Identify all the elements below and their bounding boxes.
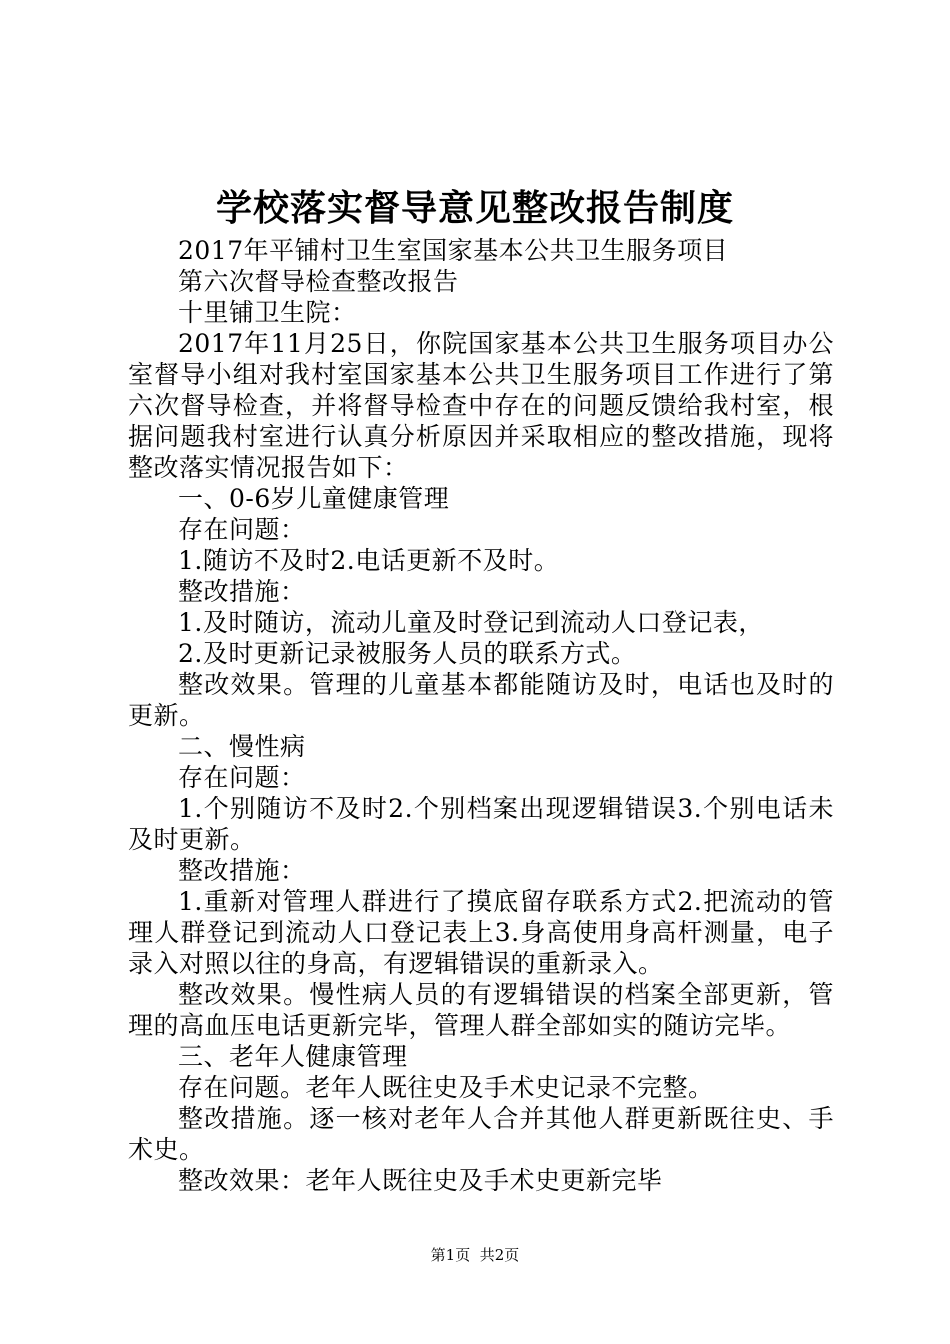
paragraph: 存在问题： [178,515,306,544]
page-number: 第1页 [430,1246,471,1264]
paragraph: 1.及时随访，流动儿童及时登记到流动人口登记表， [178,608,764,637]
paragraph: 1.重新对管理人群进行了摸底留存联系方式2.把流动的管理人群登记到流动人口登记表上3.身高使用身高杆测量，电子录入对照以往的身高，有逻辑错误的重新录入。 [128,887,834,978]
paragraph: 1.随访不及时2.电话更新不及时。 [178,546,560,575]
section-heading: 一、0-6岁儿童健康管理 [178,484,450,513]
paragraph: 整改效果。管理的儿童基本都能随访及时，电话也及时的更新。 [128,670,834,730]
document-body [128,235,834,1196]
paragraph: 存在问题： [178,763,306,792]
paragraph: 整改效果：老年人既往史及手术史更新完毕 [178,1166,663,1195]
section-heading: 二、慢性病 [178,732,306,761]
document-title: 学校落实督导意见整改报告制度 [215,187,734,229]
paragraph: 整改措施： [178,577,306,606]
paragraph: 整改措施： [178,856,306,885]
paragraph: 整改效果。慢性病人员的有逻辑错误的档案全部更新，管理的高血压电话更新完毕，管理人群全部如实的随访完毕。 [128,980,834,1040]
page-total: 共2页 [479,1246,520,1264]
paragraph: 第六次督导检查整改报告 [178,267,459,296]
paragraph: 2.及时更新记录被服务人员的联系方式。 [178,639,637,668]
paragraph: 整改措施。逐一核对老年人合并其他人群更新既往史、手术史。 [128,1104,834,1164]
paragraph: 2017年11月25日，你院国家基本公共卫生服务项目办公室督导小组对我村室国家基本公共卫生服务项目工作进行了第六次督导检查，并将督导检查中存在的问题反馈给我村室，根据问题我村室进行认真分析原因并采取相应的整改措施，现将整改落实情况报告如下： [128,329,834,482]
paragraph: 存在问题。老年人既往史及手术史记录不完整。 [178,1073,714,1102]
page-footer [0,1245,950,1265]
paragraph: 十里铺卫生院： [178,298,357,327]
paragraph: 1.个别随访不及时2.个别档案出现逻辑错误3.个别电话未及时更新。 [128,794,834,854]
paragraph: 2017年平铺村卫生室国家基本公共卫生服务项目 [178,236,729,265]
section-heading: 三、老年人健康管理 [178,1042,408,1071]
